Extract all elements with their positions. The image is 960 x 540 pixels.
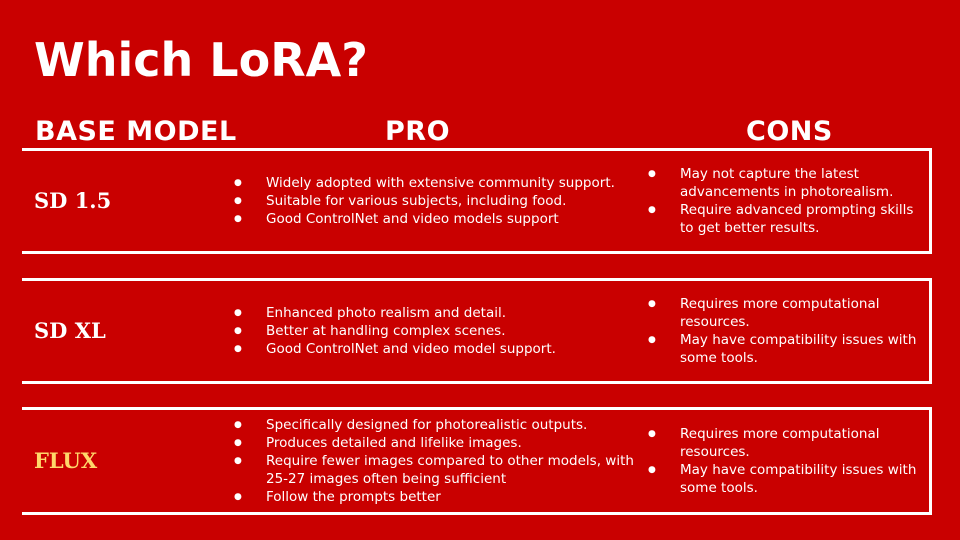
list-item: ● Good ControlNet and video models support — [234, 210, 644, 228]
list-item: ● Requires more computational resources. — [648, 295, 928, 331]
cons-list — [648, 165, 928, 237]
pro-list — [234, 416, 644, 506]
list-item: ● Require advanced prompting skills to get better results. — [648, 201, 928, 237]
list-item: ● Requires more computational resources. — [648, 425, 928, 461]
list-item: ● Produces detailed and lifelike images. — [234, 434, 644, 452]
header-base-model: BASE MODEL — [35, 116, 237, 147]
list-item: ● Enhanced photo realism and detail. — [234, 304, 644, 322]
list-item: ● Suitable for various subjects, including food. — [234, 192, 644, 210]
cons-list — [648, 425, 928, 497]
model-name: SD XL — [34, 318, 106, 343]
list-item: ● Widely adopted with extensive community support. — [234, 174, 644, 192]
header-pro: PRO — [385, 116, 451, 147]
model-name: SD 1.5 — [34, 188, 112, 213]
model-name: FLUX — [34, 448, 98, 473]
list-item: ● May have compatibility issues with some tools. — [648, 461, 928, 497]
row-sd15 — [22, 148, 932, 254]
list-item: ● Follow the prompts better — [234, 488, 644, 506]
list-item: ● Good ControlNet and video model support. — [234, 340, 644, 358]
pro-list — [234, 174, 644, 228]
header-cons: CONS — [746, 116, 833, 147]
row-sdxl — [22, 278, 932, 384]
list-item: ● Better at handling complex scenes. — [234, 322, 644, 340]
cons-list — [648, 295, 928, 367]
slide-title: Which LoRA? — [34, 33, 368, 87]
list-item: ● Specifically designed for photorealistic outputs. — [234, 416, 644, 434]
list-item: ● May not capture the latest advancements in photorealism. — [648, 165, 928, 201]
list-item: ● May have compatibility issues with some tools. — [648, 331, 928, 367]
row-flux — [22, 407, 932, 515]
pro-list — [234, 304, 644, 358]
list-item: ● Require fewer images compared to other models, with 25-27 images often being sufficient — [234, 452, 644, 488]
